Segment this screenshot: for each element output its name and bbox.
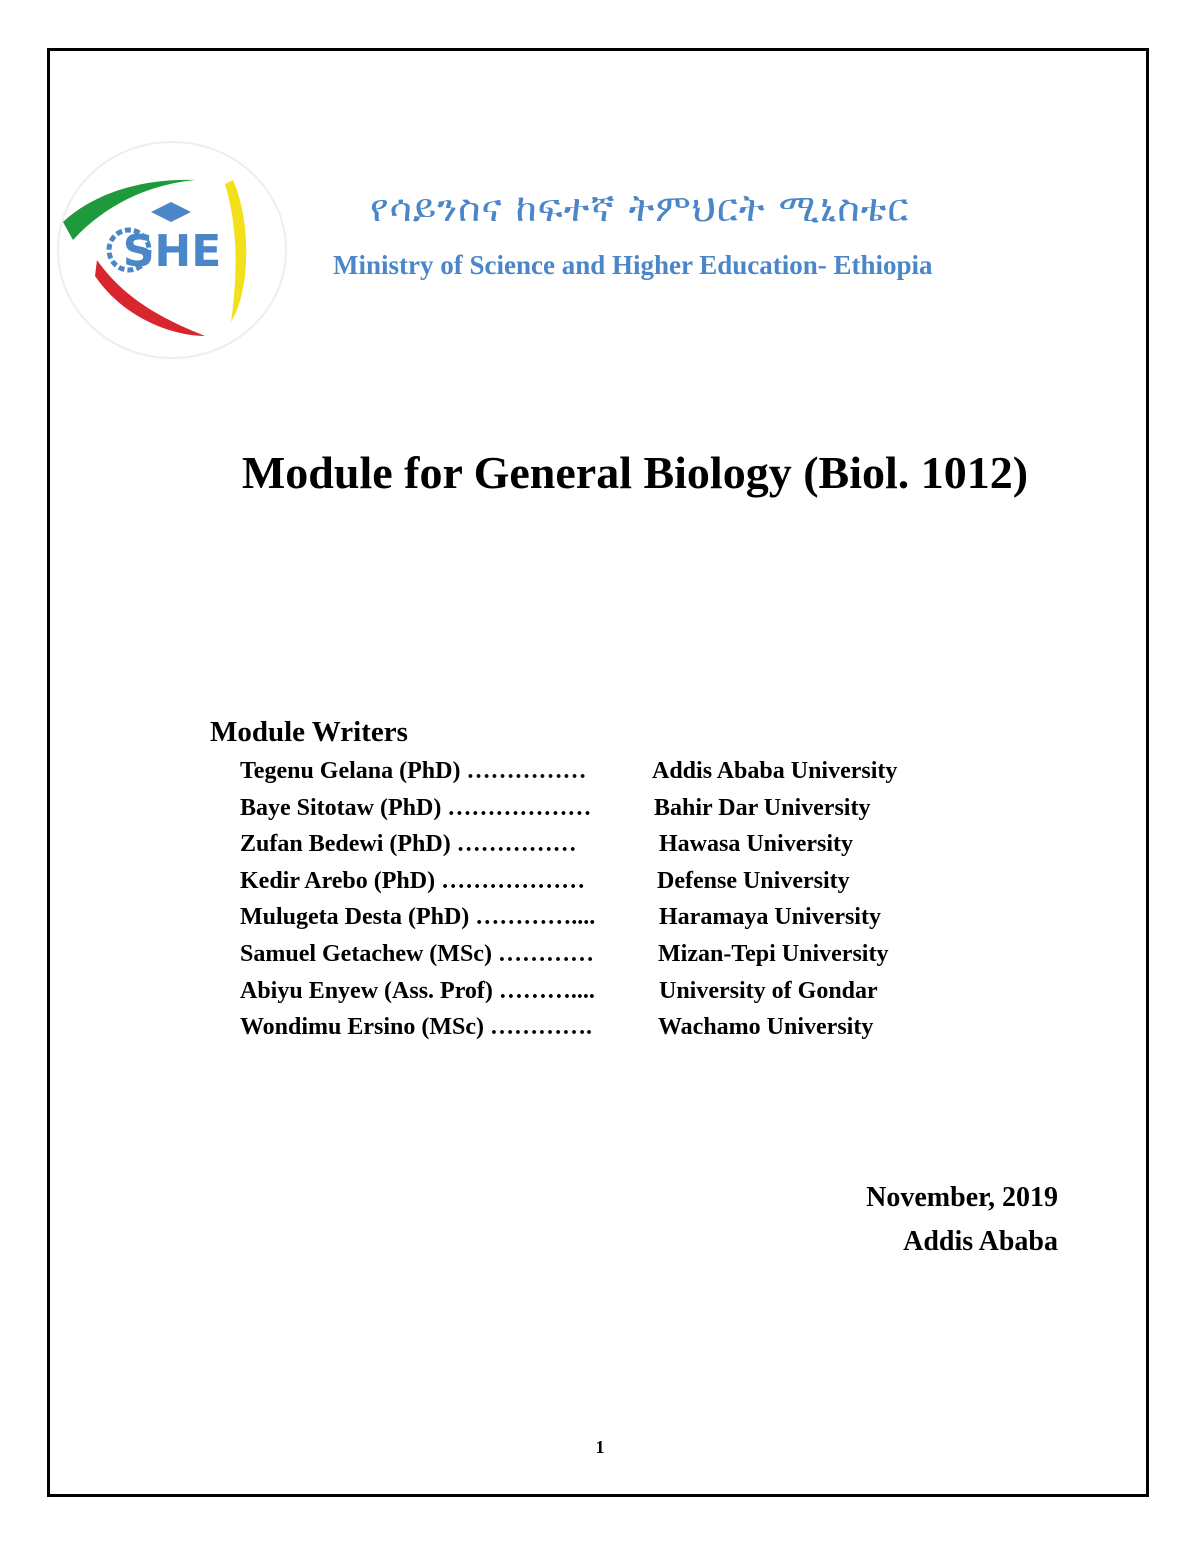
writer-university: University of Gondar [659,977,878,1004]
writer-university: Mizan-Tepi University [658,940,889,967]
publication-place: Addis Ababa [903,1226,1058,1257]
writer-name: Mulugeta Desta (PhD) ………….... [240,904,596,931]
ministry-name: Ministry of Science and Higher Education- Ethiopia [333,250,933,280]
writer-university: Bahir Dar University [654,794,871,821]
writer-university: Defense University [657,867,850,894]
page-number: 1 [595,1437,605,1457]
logo-text: SHE [122,226,222,277]
writer-name: Samuel Getachew (MSc) ………… [240,940,594,967]
writer-name: Tegenu Gelana (PhD) …………… [240,758,587,784]
writer-university: Hawasa University [659,831,853,858]
writer-university: Addis Ababa University [652,758,898,784]
writer-name: Abiyu Enyew (Ass. Prof) ……….... [240,977,595,1004]
module-title: Module for General Biology (Biol. 1012) [241,447,1029,498]
writer-university: Haramaya University [659,904,881,931]
writer-name: Baye Sitotaw (PhD) ……………… [240,794,592,821]
writer-name: Wondimu Ersino (MSc) …………. [240,1014,593,1041]
writer-university: Wachamo University [658,1014,874,1041]
writer-name: Zufan Bedewi (PhD) …………… [240,831,577,858]
ministry-logo [55,140,289,360]
writer-name: Kedir Arebo (PhD) ……………… [240,867,586,894]
publication-date: November, 2019 [866,1182,1058,1213]
writers-heading: Module Writers [210,716,408,748]
amharic-ministry-name: የሳይንስና ከፍተኛ ትምህርት ሚኒስቴር [370,186,910,230]
